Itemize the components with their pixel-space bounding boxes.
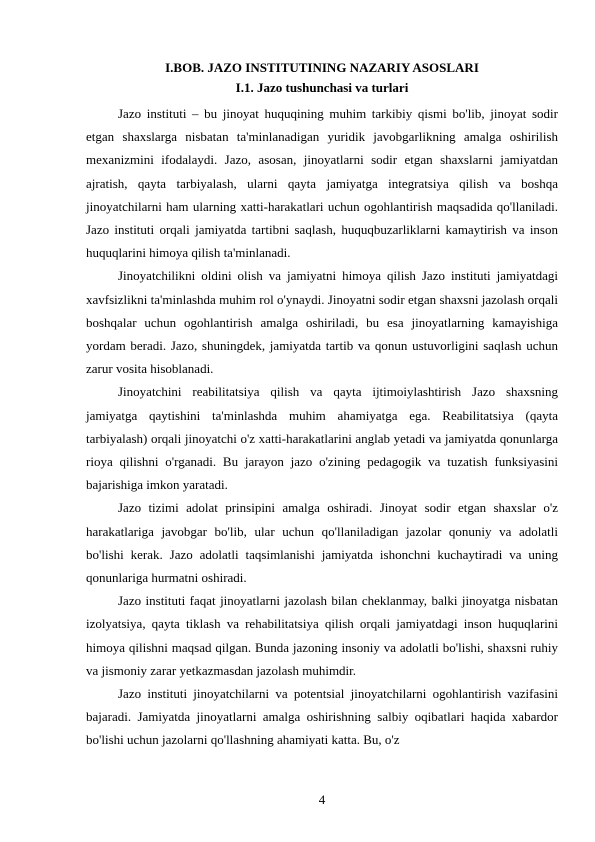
paragraph-1: Jazo instituti – bu jinoyat huquqining muhim tarkibiy qismi bo'lib, jinoyat sodir etgan shaxslarga nisbatan ta'minlanadigan yuridik javobgarlikning amalga oshirilish mexanizmini ifodalaydi. Jazo, asosan, jinoyatlarni sodir etgan shaxslarni jamiyatdan ajratish, qayta tarbiyalash, ularni qayta jamiyatga integratsiya qilish va boshqa jinoyatchilarni ham ularning xatti-harakatlari uchun ogohlantirish maqsadida qo'llaniladi. Jazo instituti orqali jamiyatda tartibni saqlash, huquqbuzarliklarni kamaytirish va inson huquqlarini himoya qilish ta'minlanadi. [86, 106, 558, 261]
paragraph-5: Jazo instituti faqat jinoyatlarni jazolash bilan cheklanmay, balki jinoyatga nisbatan izolyatsiya, qayta tiklash va rehabilitatsiya qilish orqali jamiyatdagi inson huquqlarini himoya qilishni maqsad qilgan. Bunda jazoning insoniy va adolatli bo'lishi, shaxsni ruhiy va jismoniy zarar yetkazmasdan jazolash muhimdir. [86, 593, 558, 678]
body-text [86, 102, 558, 752]
paragraph-4: Jazo tizimi adolat prinsipini amalga oshiradi. Jinoyat sodir etgan shaxslar o'z harakatlariga javobgar bo'lib, ular uchun qo'llaniladigan jazolar qonuniy va adolatli bo'lishi kerak. Jazo adolatli taqsimlanishi jamiyatda ishonchni kuchaytiradi va uning qonunlariga hurmatni oshiradi. [86, 500, 558, 586]
chapter-title: I.BOB. JAZO INSTITUTINING NAZARIY ASOSLARI [165, 60, 479, 75]
paragraph-3: Jinoyatchini reabilitatsiya qilish va qayta ijtimoiylashtirish Jazo shaxsning jamiyatga qaytishini ta'minlashda muhim ahamiyatga ega. Reabilitatsiya (qayta tarbiyalash) orqali jinoyatchi o'z xatti-harakatlarini anglab yetadi va jamiyatda qonunlarga rioya qilishni o'rganadi. Bu jarayon jazo o'zining pedagogik va tuzatish funksiyasini bajarishiga imkon yaratadi. [86, 384, 558, 493]
section-title: I.1. Jazo tushunchasi va turlari [235, 80, 409, 95]
paragraph-2: Jinoyatchilikni oldini olish va jamiyatni himoya qilish Jazo instituti jamiyatdagi xavfsizlikni ta'minlashda muhim rol o'ynaydi. Jinoyatni sodir etgan shaxsni jazolash orqali boshqalar uchun ogohlantirish amalga oshiriladi, bu esa jinoyatlarning kamayishiga yordam beradi. Jazo, shuningdek, jamiyatda tartib va qonun ustuvorligini saqlash uchun zarur vosita hisoblanadi. [86, 268, 558, 377]
paragraph-6: Jazo instituti jinoyatchilarni va potentsial jinoyatchilarni ogohlantirish vazifasini bajaradi. Jamiyatda jinoyatlarni amalga oshirishning salbiy oqibatlari haqida xabardor bo'lishi uchun jazolarni qo'llashning ahamiyati katta. Bu, o'z [86, 686, 558, 748]
page-number: 4 [318, 792, 326, 807]
